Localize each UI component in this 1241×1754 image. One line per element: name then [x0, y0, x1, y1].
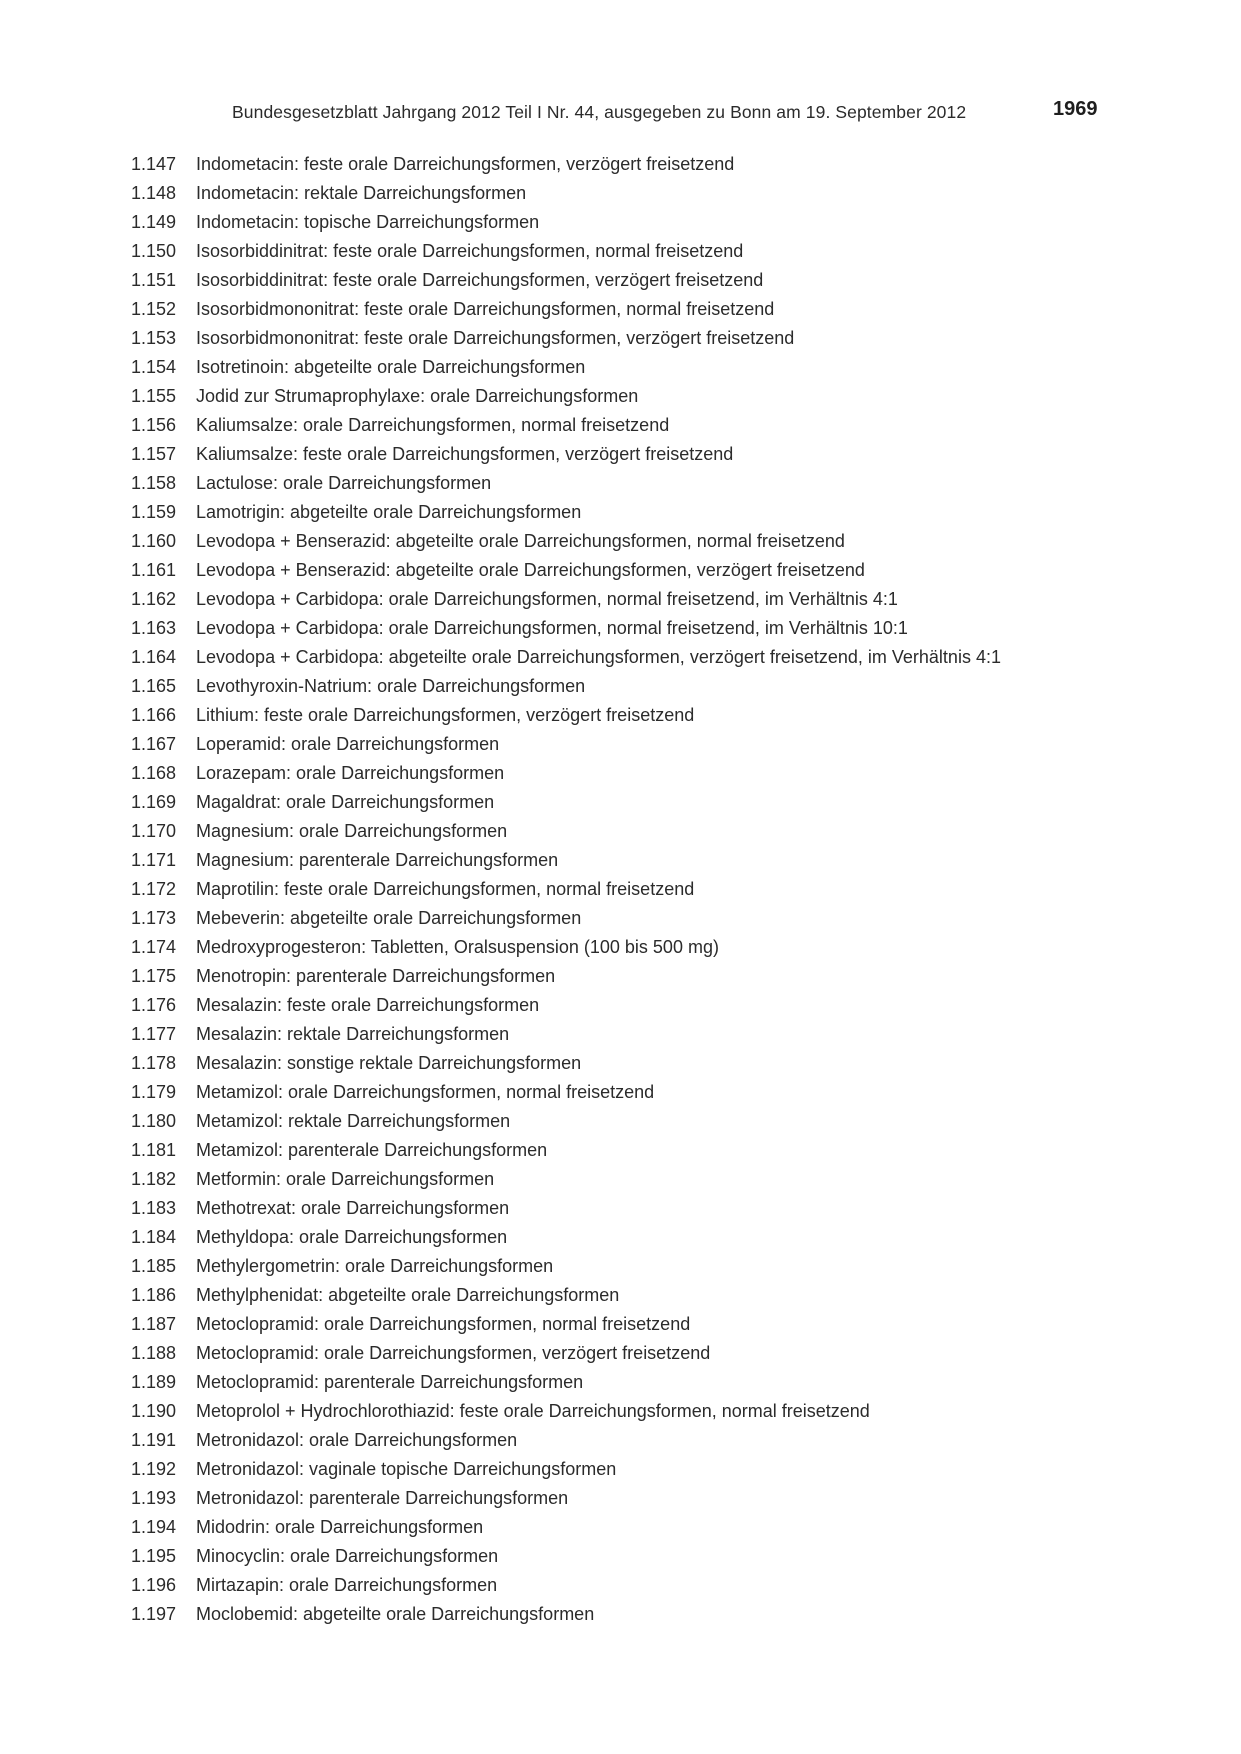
entry-number: 1.197: [131, 1604, 177, 1624]
entry-text: Metamizol: orale Darreichungsformen, normal freisetzend: [196, 1082, 655, 1102]
entry-text: Moclobemid: abgeteilte orale Darreichungsformen: [196, 1604, 595, 1624]
entry-number: 1.161: [131, 560, 177, 580]
list-item: [131, 1484, 1211, 1513]
list-item: [131, 1223, 1211, 1252]
entry-text: Jodid zur Strumaprophylaxe: orale Darreichungsformen: [196, 386, 639, 406]
list-item: [131, 1339, 1211, 1368]
entry-number: 1.191: [131, 1430, 177, 1450]
list-item: [131, 875, 1211, 904]
list-item: [131, 904, 1211, 933]
entry-number: 1.166: [131, 705, 177, 725]
list-item: [131, 614, 1211, 643]
list-item: [131, 643, 1211, 672]
entry-text: Mebeverin: abgeteilte orale Darreichungsformen: [196, 908, 582, 928]
entry-text: Methyldopa: orale Darreichungsformen: [196, 1227, 508, 1247]
entry-number: 1.181: [131, 1140, 177, 1160]
entry-list: [131, 150, 1211, 1629]
list-item: [131, 1571, 1211, 1600]
list-item: [131, 759, 1211, 788]
entry-number: 1.196: [131, 1575, 177, 1595]
entry-text: Indometacin: topische Darreichungsformen: [196, 212, 540, 232]
entry-text: Isotretinoin: abgeteilte orale Darreichungsformen: [196, 357, 586, 377]
list-item: [131, 1078, 1211, 1107]
entry-number: 1.158: [131, 473, 177, 493]
list-item: [131, 353, 1211, 382]
entry-number: 1.178: [131, 1053, 177, 1073]
entry-number: 1.176: [131, 995, 177, 1015]
entry-text: Mesalazin: feste orale Darreichungsformen: [196, 995, 540, 1015]
list-item: [131, 1397, 1211, 1426]
list-item: [131, 788, 1211, 817]
list-item: [131, 817, 1211, 846]
entry-text: Methylergometrin: orale Darreichungsformen: [196, 1256, 554, 1276]
entry-text: Isosorbiddinitrat: feste orale Darreichungsformen, verzögert freisetzend: [196, 270, 764, 290]
entry-text: Metoclopramid: orale Darreichungsformen, normal freisetzend: [196, 1314, 691, 1334]
entry-text: Levothyroxin-Natrium: orale Darreichungsformen: [196, 676, 586, 696]
entry-text: Menotropin: parenterale Darreichungsformen: [196, 966, 556, 986]
entry-text: Levodopa + Benserazid: abgeteilte orale Darreichungsformen, verzögert freisetzend: [196, 560, 865, 580]
entry-text: Levodopa + Benserazid: abgeteilte orale Darreichungsformen, normal freisetzend: [196, 531, 845, 551]
list-item: [131, 498, 1211, 527]
entry-number: 1.173: [131, 908, 177, 928]
list-item: [131, 1310, 1211, 1339]
page-number: 1969: [1053, 98, 1098, 120]
list-item: [131, 1165, 1211, 1194]
entry-number: 1.183: [131, 1198, 177, 1218]
entry-number: 1.152: [131, 299, 177, 319]
entry-text: Isosorbidmononitrat: feste orale Darreichungsformen, normal freisetzend: [196, 299, 775, 319]
entry-number: 1.151: [131, 270, 177, 290]
entry-text: Indometacin: feste orale Darreichungsformen, verzögert freisetzend: [196, 154, 735, 174]
entry-number: 1.169: [131, 792, 177, 812]
list-item: [131, 440, 1211, 469]
entry-number: 1.194: [131, 1517, 177, 1537]
entry-number: 1.157: [131, 444, 177, 464]
entry-text: Lorazepam: orale Darreichungsformen: [196, 763, 505, 783]
entry-text: Medroxyprogesteron: Tabletten, Oralsuspension (100 bis 500 mg): [196, 937, 719, 957]
list-item: [131, 208, 1211, 237]
entry-text: Methotrexat: orale Darreichungsformen: [196, 1198, 510, 1218]
entry-number: 1.164: [131, 647, 177, 667]
entry-number: 1.156: [131, 415, 177, 435]
entry-text: Lactulose: orale Darreichungsformen: [196, 473, 492, 493]
entry-number: 1.187: [131, 1314, 177, 1334]
list-item: [131, 846, 1211, 875]
entry-text: Minocyclin: orale Darreichungsformen: [196, 1546, 499, 1566]
list-item: [131, 179, 1211, 208]
publication-header: Bundesgesetzblatt Jahrgang 2012 Teil I Nr. 44, ausgegeben zu Bonn am 19. September 2012: [232, 102, 967, 122]
entry-text: Metamizol: rektale Darreichungsformen: [196, 1111, 511, 1131]
entry-number: 1.193: [131, 1488, 177, 1508]
list-item: [131, 469, 1211, 498]
entry-text: Levodopa + Carbidopa: abgeteilte orale Darreichungsformen, verzögert freisetzend, im Verhältnis 4:1: [196, 647, 1001, 667]
list-item: [131, 1600, 1211, 1629]
entry-number: 1.192: [131, 1459, 177, 1479]
entry-text: Magnesium: parenterale Darreichungsformen: [196, 850, 559, 870]
list-item: [131, 1020, 1211, 1049]
entry-number: 1.154: [131, 357, 177, 377]
entry-text: Magaldrat: orale Darreichungsformen: [196, 792, 495, 812]
list-item: [131, 556, 1211, 585]
entry-number: 1.188: [131, 1343, 177, 1363]
list-item: [131, 585, 1211, 614]
entry-text: Mesalazin: rektale Darreichungsformen: [196, 1024, 510, 1044]
list-item: [131, 701, 1211, 730]
entry-number: 1.162: [131, 589, 177, 609]
entry-text: Metoprolol + Hydrochlorothiazid: feste orale Darreichungsformen, normal freisetzend: [196, 1401, 870, 1421]
list-item: [131, 527, 1211, 556]
entry-number: 1.189: [131, 1372, 177, 1392]
entry-number: 1.171: [131, 850, 177, 870]
entry-number: 1.172: [131, 879, 177, 899]
entry-number: 1.155: [131, 386, 177, 406]
list-item: [131, 1542, 1211, 1571]
entry-number: 1.180: [131, 1111, 177, 1131]
entry-number: 1.167: [131, 734, 177, 754]
list-item: [131, 1136, 1211, 1165]
list-item: [131, 1368, 1211, 1397]
list-item: [131, 1252, 1211, 1281]
list-item: [131, 266, 1211, 295]
entry-number: 1.182: [131, 1169, 177, 1189]
list-item: [131, 1049, 1211, 1078]
entry-number: 1.186: [131, 1285, 177, 1305]
entry-number: 1.190: [131, 1401, 177, 1421]
entry-text: Levodopa + Carbidopa: orale Darreichungsformen, normal freisetzend, im Verhältnis 4:1: [196, 589, 898, 609]
entry-number: 1.177: [131, 1024, 177, 1044]
list-item: [131, 1107, 1211, 1136]
entry-text: Magnesium: orale Darreichungsformen: [196, 821, 508, 841]
page-header: [0, 98, 1241, 128]
entry-number: 1.174: [131, 937, 177, 957]
list-item: [131, 237, 1211, 266]
list-item: [131, 150, 1211, 179]
entry-number: 1.147: [131, 154, 177, 174]
entry-number: 1.159: [131, 502, 177, 522]
entry-text: Metamizol: parenterale Darreichungsformen: [196, 1140, 548, 1160]
entry-text: Mesalazin: sonstige rektale Darreichungsformen: [196, 1053, 582, 1073]
entry-text: Isosorbiddinitrat: feste orale Darreichungsformen, normal freisetzend: [196, 241, 744, 261]
entry-number: 1.163: [131, 618, 177, 638]
entry-number: 1.153: [131, 328, 177, 348]
entry-text: Metoclopramid: orale Darreichungsformen, verzögert freisetzend: [196, 1343, 711, 1363]
list-item: [131, 1513, 1211, 1542]
entry-text: Lithium: feste orale Darreichungsformen, verzögert freisetzend: [196, 705, 695, 725]
entry-text: Midodrin: orale Darreichungsformen: [196, 1517, 484, 1537]
entry-number: 1.160: [131, 531, 177, 551]
list-item: [131, 730, 1211, 759]
entry-number: 1.165: [131, 676, 177, 696]
entry-number: 1.168: [131, 763, 177, 783]
entry-number: 1.170: [131, 821, 177, 841]
entry-number: 1.175: [131, 966, 177, 986]
list-item: [131, 672, 1211, 701]
entry-text: Loperamid: orale Darreichungsformen: [196, 734, 500, 754]
entry-number: 1.185: [131, 1256, 177, 1276]
list-item: [131, 324, 1211, 353]
list-item: [131, 411, 1211, 440]
entry-text: Indometacin: rektale Darreichungsformen: [196, 183, 527, 203]
entry-text: Metoclopramid: parenterale Darreichungsformen: [196, 1372, 584, 1392]
entry-text: Mirtazapin: orale Darreichungsformen: [196, 1575, 498, 1595]
entry-number: 1.150: [131, 241, 177, 261]
list-item: [131, 1194, 1211, 1223]
list-item: [131, 991, 1211, 1020]
entry-text: Lamotrigin: abgeteilte orale Darreichungsformen: [196, 502, 582, 522]
list-item: [131, 1281, 1211, 1310]
entry-text: Metronidazol: vaginale topische Darreichungsformen: [196, 1459, 617, 1479]
entry-text: Levodopa + Carbidopa: orale Darreichungsformen, normal freisetzend, im Verhältnis 10:1: [196, 618, 908, 638]
entry-text: Metronidazol: parenterale Darreichungsformen: [196, 1488, 569, 1508]
entry-text: Kaliumsalze: feste orale Darreichungsformen, verzögert freisetzend: [196, 444, 734, 464]
list-item: [131, 933, 1211, 962]
entry-text: Methylphenidat: abgeteilte orale Darreichungsformen: [196, 1285, 620, 1305]
entry-text: Kaliumsalze: orale Darreichungsformen, normal freisetzend: [196, 415, 670, 435]
entry-text: Isosorbidmononitrat: feste orale Darreichungsformen, verzögert freisetzend: [196, 328, 795, 348]
list-item: [131, 1455, 1211, 1484]
entry-number: 1.184: [131, 1227, 177, 1247]
list-item: [131, 382, 1211, 411]
list-item: [131, 962, 1211, 991]
entry-number: 1.149: [131, 212, 177, 232]
list-item: [131, 295, 1211, 324]
entry-number: 1.195: [131, 1546, 177, 1566]
entry-text: Metronidazol: orale Darreichungsformen: [196, 1430, 518, 1450]
entry-text: Maprotilin: feste orale Darreichungsformen, normal freisetzend: [196, 879, 695, 899]
entry-number: 1.148: [131, 183, 177, 203]
list-item: [131, 1426, 1211, 1455]
entry-number: 1.179: [131, 1082, 177, 1102]
entry-text: Metformin: orale Darreichungsformen: [196, 1169, 495, 1189]
